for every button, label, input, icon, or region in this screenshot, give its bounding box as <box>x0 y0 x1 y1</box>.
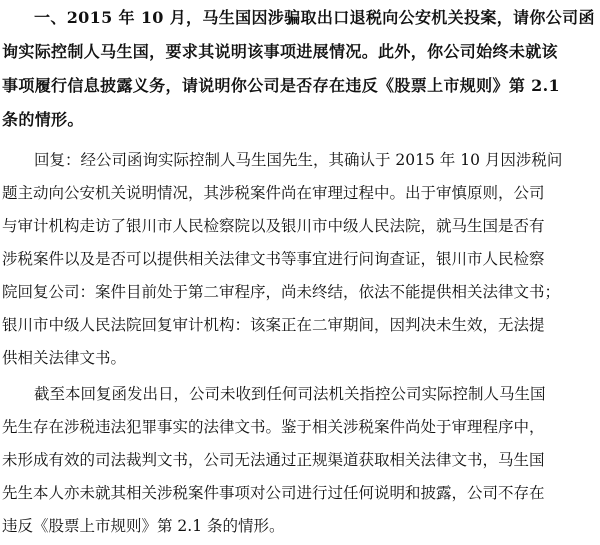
reply-line: 供相关法律文书。 <box>2 349 127 367</box>
conclusion-line: 违反《股票上市规则》第 2.1 条的情形。 <box>2 517 285 535</box>
conclusion-line: 未形成有效的司法裁判文书，公司无法通过正规渠道获取相关法律文书，马生国 <box>2 451 545 469</box>
question-line: 一、2015 年 10 月，马生国因涉骗取出口退税向公安机关投案，请你公司函 <box>34 8 595 27</box>
reply-line: 题主动向公安机关说明情况，其涉税案件尚在审理过程中。出于审慎原则，公司 <box>2 184 545 202</box>
reply-line: 银川市中级人民法院回复审计机构：该案正在二审期间，因判决未生效，无法提 <box>2 316 545 334</box>
question-line: 条的情形。 <box>2 110 84 129</box>
conclusion-line: 截至本回复函发出日，公司未收到任何司法机关指控公司实际控制人马生国 <box>34 385 546 403</box>
question-line: 事项履行信息披露义务，请说明你公司是否存在违反《股票上市规则》第 2.1 <box>2 76 561 95</box>
reply-line: 涉税案件以及是否可以提供相关法律文书等事宜进行问询查证，银川市人民检察 <box>2 250 545 268</box>
reply-line: 回复：经公司函询实际控制人马生国先生，其确认于 2015 年 10 月因涉税问 <box>34 151 563 169</box>
reply-line: 院回复公司：案件目前处于第二审程序，尚未终结，依法不能提供相关法律文书； <box>2 283 561 301</box>
reply-line: 与审计机构走访了银川市人民检察院以及银川市中级人民法院，就马生国是否有 <box>2 217 545 235</box>
conclusion-line: 先生本人亦未就其相关涉税案件事项对公司进行过任何说明和披露，公司不存在 <box>2 484 545 502</box>
question-line: 询实际控制人马生国，要求其说明该事项进展情况。此外，你公司始终未就该 <box>2 42 558 61</box>
conclusion-line: 先生存在涉税违法犯罪事实的法律文书。鉴于相关涉税案件尚处于审理程序中， <box>2 418 545 436</box>
